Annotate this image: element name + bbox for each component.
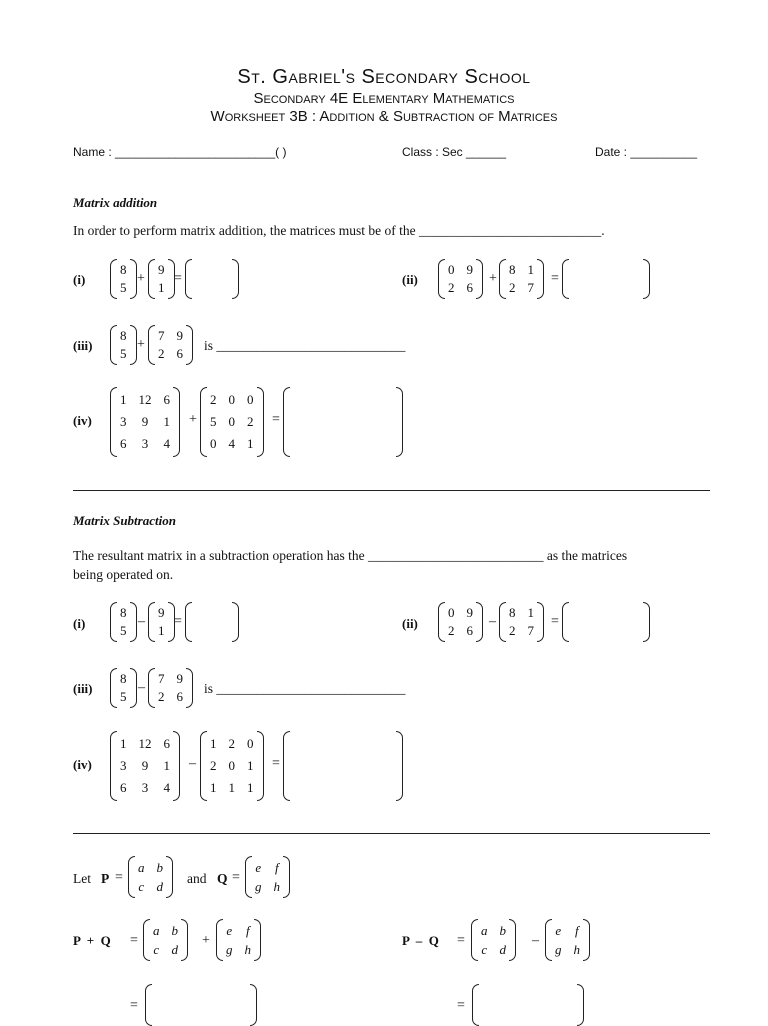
left-bracket: [148, 668, 155, 708]
matrix-entries: [155, 668, 186, 708]
matrix-cell: e: [226, 922, 233, 938]
matrix-cell: h: [573, 941, 580, 957]
matrix-cell: h: [244, 941, 251, 957]
matrix-entries: [150, 919, 181, 961]
subtraction-heading: Matrix Subtraction: [73, 513, 176, 528]
p-minus-q-label: P – Q: [402, 933, 439, 948]
matrix-cell: 3: [120, 414, 127, 429]
addition-ii-answer-matrix: [562, 259, 650, 299]
subtraction-iii-answer-line: is ____________________________: [204, 681, 406, 696]
right-bracket: [130, 259, 137, 299]
matrix-entries: [117, 259, 130, 299]
matrix-cell: 6: [176, 689, 183, 704]
matrix-cell: d: [171, 941, 178, 957]
matrix-cell: a: [153, 922, 160, 938]
matrix-cell: 6: [120, 436, 127, 451]
matrix-cell: 6: [163, 392, 170, 407]
equals-sign: =: [232, 870, 240, 885]
subtraction-ii-matrix-a: [438, 602, 483, 642]
right-bracket: [173, 731, 180, 801]
right-bracket: [186, 668, 193, 708]
subtraction-label-iii: (iii): [73, 681, 93, 696]
addition-iii-matrix-b: [148, 325, 193, 365]
left-bracket: [128, 856, 135, 898]
addition-label-ii: (ii): [402, 272, 418, 287]
matrix-cell: c: [138, 878, 145, 894]
left-bracket: [110, 387, 117, 457]
subtraction-label-iv: (iv): [73, 757, 92, 772]
matrix-entries: [207, 387, 257, 457]
matrix-entries: [252, 856, 283, 898]
matrix-cell: 2: [210, 392, 217, 407]
matrix-cell: a: [481, 922, 488, 938]
right-bracket: [537, 602, 544, 642]
right-bracket: [186, 325, 193, 365]
subtraction-label-ii: (ii): [402, 616, 418, 631]
left-bracket: [148, 259, 155, 299]
matrix-entries: [117, 731, 173, 801]
matrix-cell: 2: [158, 689, 165, 704]
worksheet-title: Worksheet 3B : Addition & Subtraction of Matrices: [210, 108, 558, 125]
right-bracket: [130, 325, 137, 365]
p-plus-q-label: P + Q: [73, 933, 111, 948]
matrix-cell: 2: [448, 280, 455, 295]
matrix-cell: 9: [466, 262, 473, 277]
addition-iv-matrix-b: [200, 387, 264, 457]
matrix-cell: 1: [210, 780, 217, 795]
equals-sign: =: [115, 870, 123, 885]
equals-sign: =: [130, 998, 138, 1013]
matrix-cell: a: [138, 859, 145, 875]
left-bracket: [185, 602, 192, 642]
date-field: Date : __________: [595, 145, 698, 159]
minus-sign: –: [138, 680, 145, 695]
matrix-cell: 8: [120, 671, 127, 686]
matrix-cell: 8: [509, 262, 516, 277]
diff-p-matrix: [471, 919, 516, 961]
diff-q-matrix: [545, 919, 590, 961]
matrix-cell: 1: [527, 262, 534, 277]
matrix-cell: 9: [158, 605, 165, 620]
left-bracket: [185, 259, 192, 299]
left-bracket: [438, 602, 445, 642]
matrix-cell: 12: [138, 736, 152, 751]
left-bracket: [200, 731, 207, 801]
subtraction-iv-matrix-b: [200, 731, 264, 801]
school-title: St. Gabriel's Secondary School: [237, 66, 531, 88]
left-bracket: [110, 325, 117, 365]
left-bracket: [562, 259, 569, 299]
matrix-entries: [117, 325, 130, 365]
matrix-cell: 0: [210, 436, 217, 451]
left-bracket: [148, 325, 155, 365]
matrix-entries: [223, 919, 254, 961]
equals-sign: =: [174, 271, 182, 286]
left-bracket: [472, 984, 479, 1026]
matrix-cell: g: [255, 878, 262, 894]
matrix-cell: f: [245, 922, 250, 938]
right-bracket: [232, 259, 239, 299]
equals-sign: =: [272, 412, 280, 427]
subtraction-iii-matrix-b: [148, 668, 193, 708]
subtraction-i-answer-matrix: [185, 602, 239, 642]
matrix-cell: 1: [120, 736, 127, 751]
equals-sign: =: [174, 614, 182, 629]
subtraction-i-matrix-a: [110, 602, 137, 642]
matrix-cell: g: [226, 941, 233, 957]
matrix-cell: c: [481, 941, 488, 957]
let-text: Let: [73, 871, 91, 886]
matrix-entries: [117, 602, 130, 642]
matrix-cell: 6: [120, 780, 127, 795]
addition-iii-answer-line: is ____________________________: [204, 338, 406, 353]
right-bracket: [583, 919, 590, 961]
matrix-cell: 0: [448, 605, 455, 620]
right-bracket: [577, 984, 584, 1026]
matrix-entries: [445, 259, 476, 299]
matrix-cell: 8: [509, 605, 516, 620]
matrix-cell: 1: [247, 758, 254, 773]
matrix-cell: 1: [527, 605, 534, 620]
right-bracket: [396, 731, 403, 801]
q-matrix: [245, 856, 290, 898]
matrix-cell: 1: [120, 392, 127, 407]
matrix-cell: b: [156, 859, 163, 875]
right-bracket: [250, 984, 257, 1026]
matrix-cell: 2: [210, 758, 217, 773]
addition-i-answer-matrix: [185, 259, 239, 299]
left-bracket: [110, 731, 117, 801]
left-bracket: [110, 668, 117, 708]
and-text: and: [187, 871, 207, 886]
matrix-cell: 9: [141, 758, 149, 773]
addition-ii-matrix-a: [438, 259, 483, 299]
matrix-entries: [552, 919, 583, 961]
matrix-cell: 2: [228, 736, 235, 751]
equals-sign: =: [272, 756, 280, 771]
diff-answer-matrix: [472, 984, 584, 1026]
matrix-entries: [478, 919, 509, 961]
matrix-cell: 3: [120, 758, 127, 773]
left-bracket: [200, 387, 207, 457]
matrix-entries: [135, 856, 166, 898]
matrix-cell: 1: [158, 623, 165, 638]
minus-sign: –: [489, 614, 496, 629]
addition-i-matrix-b: [148, 259, 175, 299]
matrix-cell: 5: [120, 623, 127, 638]
matrix-cell: 2: [509, 280, 516, 295]
matrix-cell: 5: [210, 414, 217, 429]
sum-p-matrix: [143, 919, 188, 961]
matrix-entries: [506, 602, 537, 642]
addition-iii-matrix-a: [110, 325, 137, 365]
matrix-cell: 0: [247, 392, 254, 407]
subtraction-instruction-line2: being operated on.: [73, 567, 174, 582]
matrix-cell: 8: [120, 605, 127, 620]
matrix-cell: 6: [163, 736, 170, 751]
right-bracket: [537, 259, 544, 299]
matrix-cell: c: [153, 941, 160, 957]
right-bracket: [643, 602, 650, 642]
left-bracket: [438, 259, 445, 299]
matrix-cell: 6: [176, 346, 183, 361]
matrix-cell: 2: [509, 623, 516, 638]
addition-instruction: In order to perform matrix addition, the matrices must be of the ___________________________.: [73, 223, 605, 238]
equals-sign: =: [457, 933, 465, 948]
section-divider: [73, 833, 710, 834]
equals-sign: =: [130, 933, 138, 948]
left-bracket: [283, 387, 290, 457]
addition-iv-answer-matrix: [283, 387, 403, 457]
answer-blank: [152, 984, 250, 1026]
matrix-cell: 4: [228, 436, 235, 451]
left-bracket: [499, 259, 506, 299]
matrix-entries: [155, 325, 186, 365]
left-bracket: [499, 602, 506, 642]
matrix-cell: 2: [158, 346, 165, 361]
left-bracket: [110, 259, 117, 299]
matrix-cell: 5: [120, 689, 127, 704]
name-field: Name : ________________________( ): [73, 145, 287, 159]
matrix-cell: 12: [138, 392, 152, 407]
answer-blank: [569, 602, 643, 642]
left-bracket: [545, 919, 552, 961]
matrix-cell: 9: [466, 605, 473, 620]
right-bracket: [643, 259, 650, 299]
right-bracket: [232, 602, 239, 642]
right-bracket: [283, 856, 290, 898]
matrix-cell: 7: [158, 328, 165, 343]
equals-sign: =: [551, 614, 559, 629]
subtraction-iv-answer-matrix: [283, 731, 403, 801]
matrix-cell: b: [499, 922, 506, 938]
left-bracket: [143, 919, 150, 961]
matrix-cell: 6: [466, 280, 473, 295]
matrix-cell: d: [156, 878, 163, 894]
matrix-entries: [155, 259, 168, 299]
answer-blank: [290, 387, 396, 457]
right-bracket: [476, 602, 483, 642]
matrix-cell: 1: [210, 736, 217, 751]
addition-ii-matrix-b: [499, 259, 544, 299]
left-bracket: [110, 602, 117, 642]
sum-q-matrix: [216, 919, 261, 961]
addition-label-i: (i): [73, 272, 86, 287]
matrix-cell: f: [274, 859, 279, 875]
subtraction-label-i: (i): [73, 616, 86, 631]
plus-sign: +: [137, 337, 145, 352]
right-bracket: [166, 856, 173, 898]
left-bracket: [148, 602, 155, 642]
minus-sign: –: [138, 614, 145, 629]
class-field: Class : Sec ______: [402, 145, 507, 159]
matrix-entries: [207, 731, 257, 801]
answer-blank: [192, 259, 232, 299]
plus-sign: +: [137, 271, 145, 286]
matrix-cell: 5: [120, 280, 127, 295]
right-bracket: [509, 919, 516, 961]
right-bracket: [476, 259, 483, 299]
subtraction-i-matrix-b: [148, 602, 175, 642]
left-bracket: [216, 919, 223, 961]
matrix-cell: 9: [141, 414, 149, 429]
course-title: Secondary 4E Elementary Mathematics: [253, 90, 515, 107]
matrix-cell: 1: [228, 780, 235, 795]
addition-i-matrix-a: [110, 259, 137, 299]
matrix-cell: 1: [158, 280, 165, 295]
matrix-cell: h: [273, 878, 280, 894]
subtraction-ii-matrix-b: [499, 602, 544, 642]
plus-sign: +: [202, 933, 210, 948]
right-bracket: [257, 387, 264, 457]
matrix-entries: [506, 259, 537, 299]
answer-blank: [290, 731, 396, 801]
subtraction-iv-matrix-a: [110, 731, 180, 801]
left-bracket: [471, 919, 478, 961]
right-bracket: [396, 387, 403, 457]
matrix-cell: 0: [448, 262, 455, 277]
answer-blank: [569, 259, 643, 299]
addition-heading: Matrix addition: [73, 195, 158, 210]
subtraction-iii-matrix-a: [110, 668, 137, 708]
matrix-cell: 6: [466, 623, 473, 638]
matrix-cell: 3: [141, 780, 149, 795]
matrix-cell: 8: [120, 328, 127, 343]
matrix-cell: 7: [527, 623, 534, 638]
right-bracket: [130, 602, 137, 642]
matrix-cell: 0: [228, 392, 235, 407]
section-divider: [73, 490, 710, 491]
matrix-cell: 1: [247, 436, 254, 451]
matrix-cell: 9: [158, 262, 165, 277]
plus-sign: +: [189, 412, 197, 427]
p-matrix: [128, 856, 173, 898]
right-bracket: [181, 919, 188, 961]
matrix-cell: 9: [176, 671, 183, 686]
subtraction-instruction-line1: The resultant matrix in a subtraction operation has the __________________________ as the matrices: [73, 548, 628, 563]
matrix-entries: [155, 602, 168, 642]
subtraction-ii-answer-matrix: [562, 602, 650, 642]
matrix-cell: f: [574, 922, 579, 938]
left-bracket: [562, 602, 569, 642]
matrix-entries: [445, 602, 476, 642]
matrix-cell: 7: [158, 671, 165, 686]
matrix-cell: 4: [163, 436, 170, 451]
matrix-cell: 7: [527, 280, 534, 295]
matrix-cell: 2: [448, 623, 455, 638]
p-symbol: P: [101, 871, 110, 886]
equals-sign: =: [551, 271, 559, 286]
addition-label-iii: (iii): [73, 338, 93, 353]
matrix-cell: 0: [228, 414, 235, 429]
matrix-cell: 4: [163, 780, 170, 795]
matrix-cell: g: [555, 941, 562, 957]
equals-sign: =: [457, 998, 465, 1013]
plus-sign: +: [489, 271, 497, 286]
matrix-cell: e: [255, 859, 262, 875]
answer-blank: [479, 984, 577, 1026]
matrix-cell: 3: [141, 436, 149, 451]
sum-answer-matrix: [145, 984, 257, 1026]
minus-sign: –: [532, 933, 539, 948]
matrix-cell: 1: [163, 758, 170, 773]
matrix-entries: [117, 387, 173, 457]
matrix-cell: b: [171, 922, 178, 938]
matrix-cell: 8: [120, 262, 127, 277]
right-bracket: [130, 668, 137, 708]
answer-blank: [192, 602, 232, 642]
addition-label-iv: (iv): [73, 413, 92, 428]
addition-iv-matrix-a: [110, 387, 180, 457]
matrix-cell: d: [499, 941, 506, 957]
left-bracket: [283, 731, 290, 801]
matrix-cell: 2: [247, 414, 254, 429]
q-symbol: Q: [217, 871, 228, 886]
right-bracket: [254, 919, 261, 961]
matrix-cell: 5: [120, 346, 127, 361]
matrix-cell: 0: [228, 758, 235, 773]
matrix-cell: 1: [163, 414, 170, 429]
matrix-cell: 1: [247, 780, 254, 795]
matrix-cell: e: [555, 922, 562, 938]
matrix-entries: [117, 668, 130, 708]
right-bracket: [173, 387, 180, 457]
left-bracket: [145, 984, 152, 1026]
matrix-cell: 9: [176, 328, 183, 343]
minus-sign: –: [189, 756, 196, 771]
matrix-cell: 0: [247, 736, 254, 751]
left-bracket: [245, 856, 252, 898]
right-bracket: [257, 731, 264, 801]
